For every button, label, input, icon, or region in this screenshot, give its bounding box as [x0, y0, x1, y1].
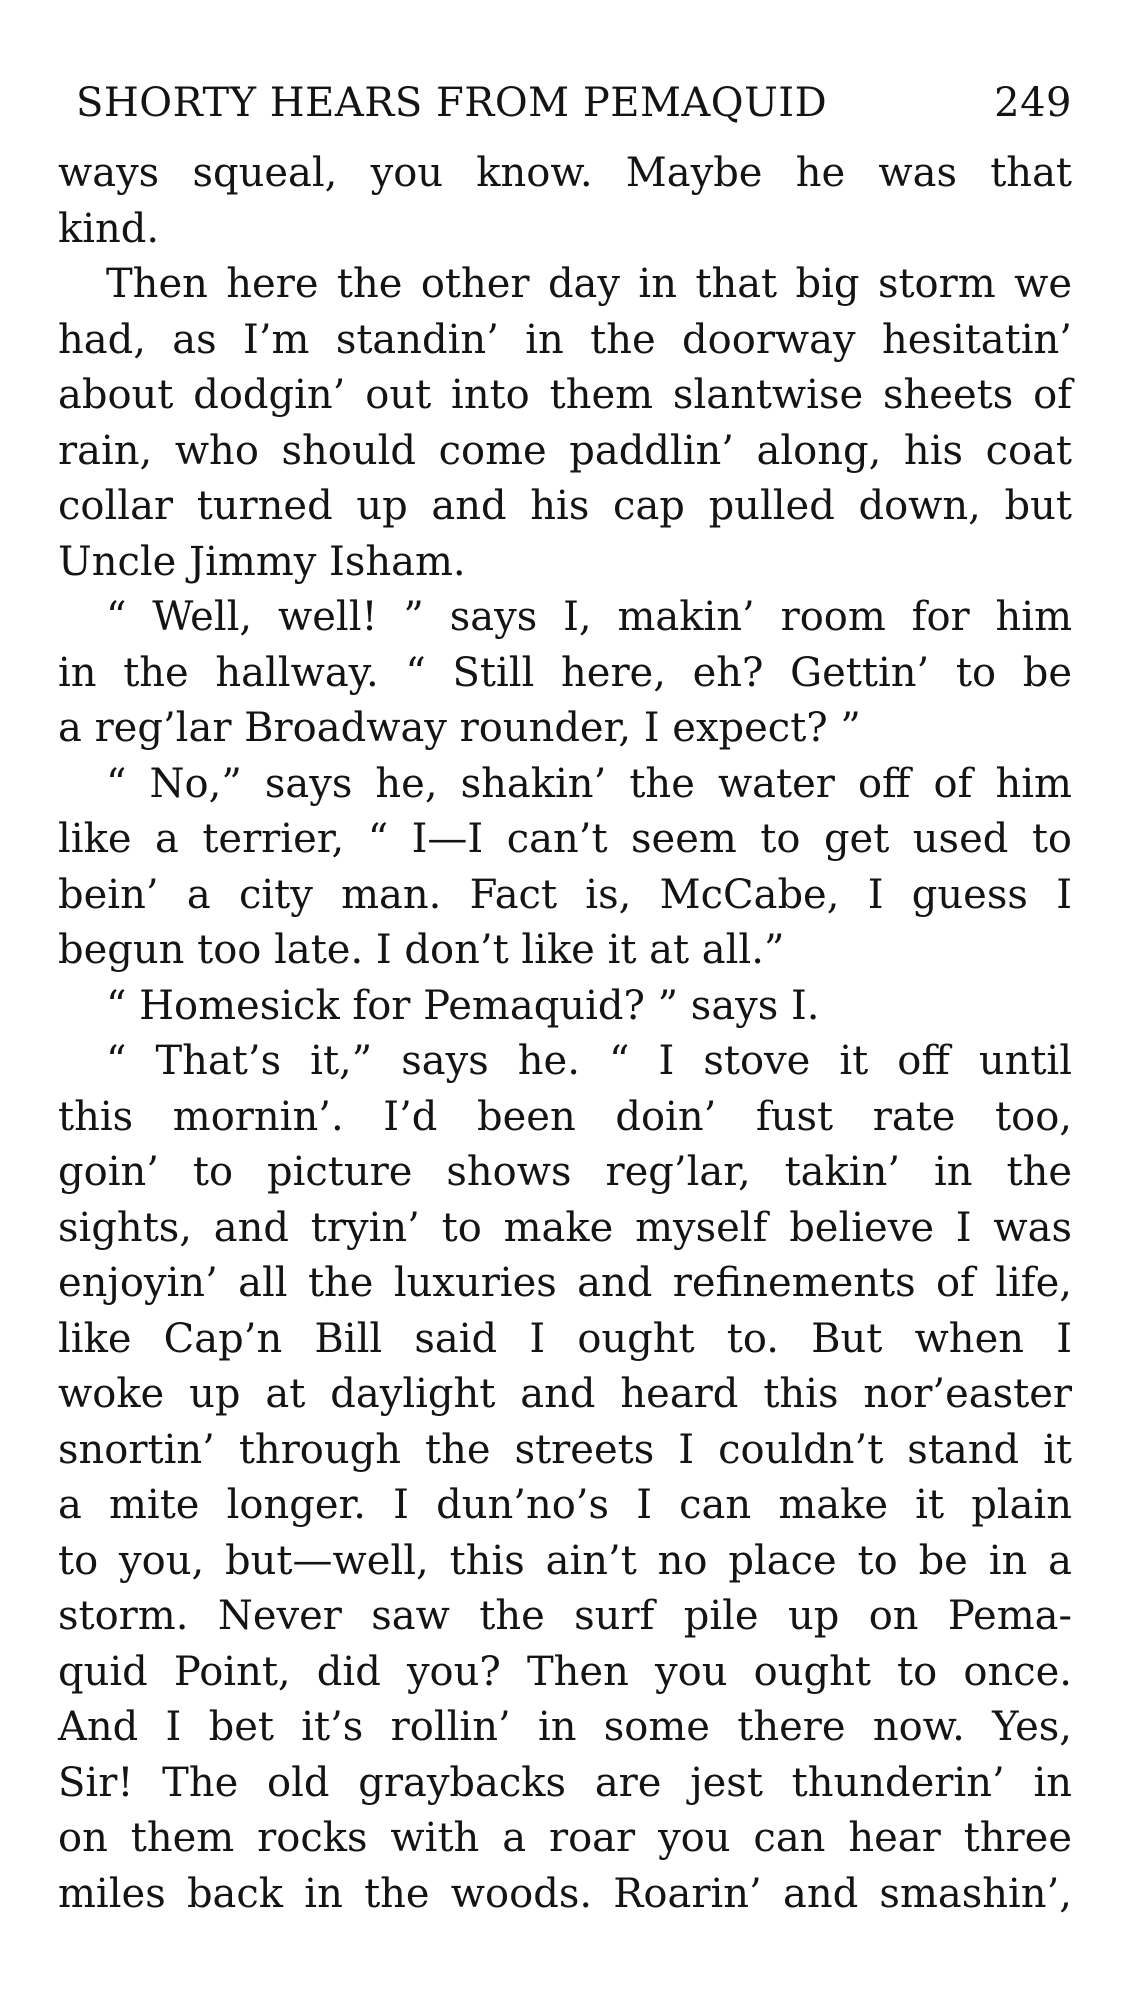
text-line: about dodgin’ out into them slantwise sheets of	[58, 372, 1072, 418]
text-line: quid Point, did you? Then you ought to once.	[58, 1648, 1072, 1695]
text-line: a reg’lar Broadway rounder, I expect? ”	[58, 705, 861, 751]
text-line: miles back in the woods. Roarin’ and smashin’,	[58, 1870, 1072, 1917]
text-line: had, as I’m standin’ in the doorway hesitatin’	[58, 316, 1072, 363]
text-line: snortin’ through the streets I couldn’t stand it	[58, 1426, 1072, 1473]
text-line: “ That’s it,” says he. “ I stove it off until	[106, 1038, 1072, 1084]
text-line: “ Homesick for Pemaquid? ” says I.	[106, 982, 820, 1029]
text-line: “ No,” says he, shakin’ the water off of him	[106, 760, 1072, 807]
text-line: goin’ to picture shows reg’lar, takin’ in the	[58, 1149, 1072, 1195]
text-line: “ Well, well! ” says I, makin’ room for him	[106, 594, 1072, 640]
text-line: to you, but—well, this ain’t no place to be in a	[58, 1537, 1072, 1584]
text-line: begun too late. I don’t like it at all.”	[58, 927, 785, 973]
text-line: bein’ a city man. Fact is, McCabe, I guess I	[58, 871, 1072, 918]
text-line: Then here the other day in that big storm we	[106, 261, 1072, 307]
text-line: like Cap’n Bill said I ought to. But when I	[58, 1315, 1072, 1362]
text-line: storm. Never saw the surf pile up on Pema-	[58, 1593, 1072, 1639]
running-head	[58, 80, 1072, 136]
text-line: collar turned up and his cap pulled down, but	[58, 483, 1072, 529]
text-line: enjoyin’ all the luxuries and refinements of life,	[58, 1260, 1072, 1306]
text-line: a mite longer. I dun’no’s I can make it plain	[58, 1482, 1072, 1528]
running-head-title: SHORTY HEARS FROM PEMAQUID	[76, 80, 828, 126]
text-line: And I bet it’s rollin’ in some there now. Yes,	[58, 1704, 1072, 1750]
text-line: ways squeal, you know. Maybe he was that	[58, 150, 1072, 196]
text-line: on them rocks with a roar you can hear three	[58, 1815, 1072, 1861]
text-line: Uncle Jimmy Isham.	[58, 538, 466, 585]
text-line: in the hallway. “ Still here, eh? Gettin’ to be	[58, 649, 1072, 696]
text-line: sights, and tryin’ to make myself believe I was	[58, 1204, 1072, 1251]
text-line: rain, who should come paddlin’ along, his coat	[58, 427, 1072, 474]
body-text	[58, 146, 1072, 1922]
book-page	[58, 80, 1072, 1922]
text-line: Sir! The old graybacks are jest thunderin’ in	[58, 1759, 1072, 1806]
text-line: kind.	[58, 205, 160, 252]
text-line: this mornin’. I’d been doin’ fust rate too,	[58, 1093, 1072, 1140]
page-number: 249	[994, 80, 1072, 126]
text-line: woke up at daylight and heard this nor’easter	[58, 1371, 1072, 1417]
text-line: like a terrier, “ I—I can’t seem to get used to	[58, 816, 1072, 862]
